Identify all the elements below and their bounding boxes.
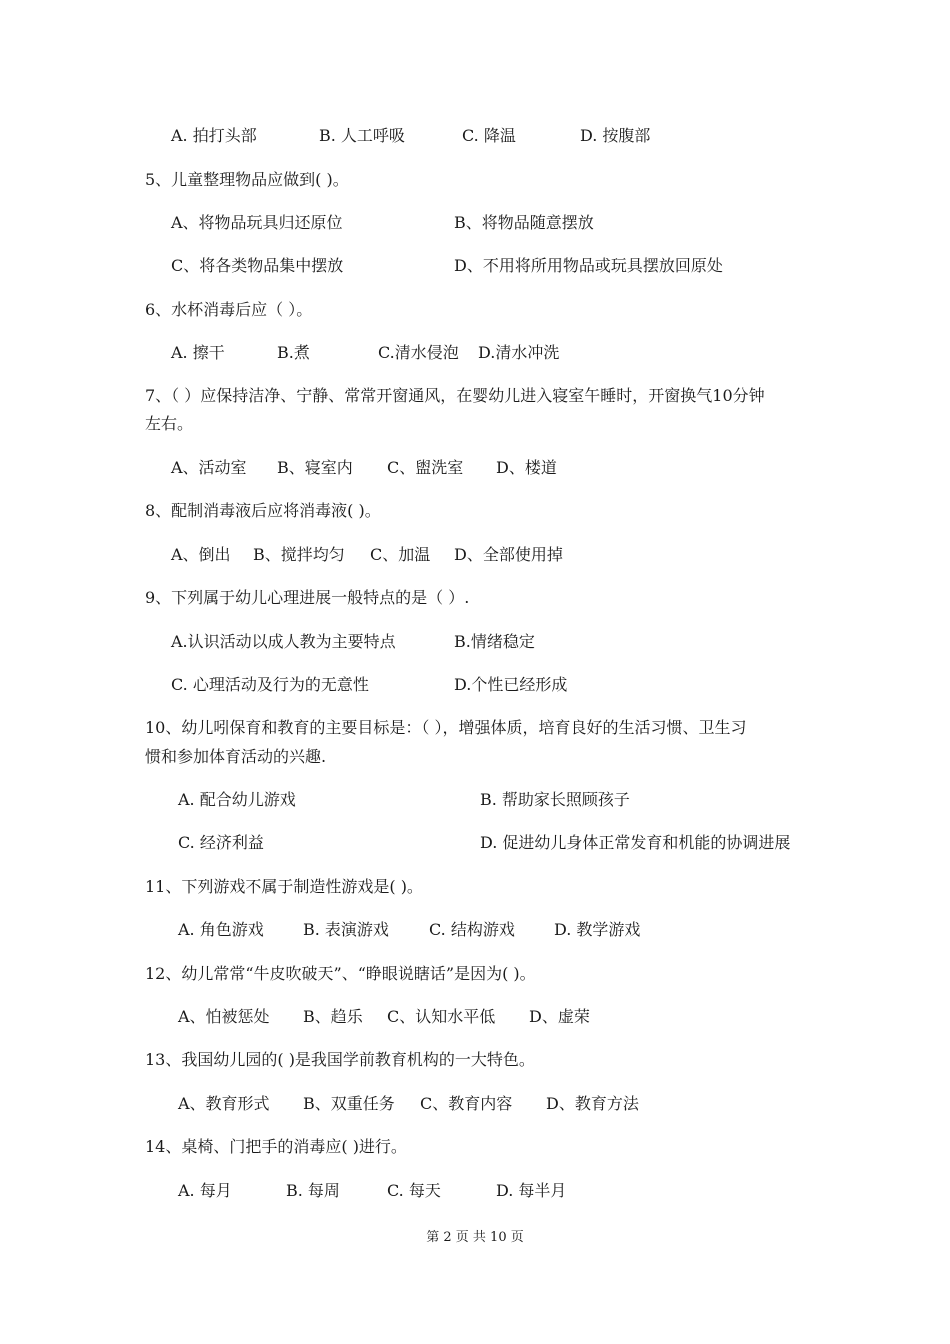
q11-option-d: D. 教学游戏 bbox=[554, 920, 641, 939]
q4-option-b: B. 人工呼吸 bbox=[319, 126, 405, 145]
q9-option-b: B.情绪稳定 bbox=[454, 632, 535, 651]
q5-stem: 5、儿童整理物品应做到( )。 bbox=[145, 170, 349, 189]
q8-option-c: C、加温 bbox=[370, 545, 431, 564]
q9-option-c: C. 心理活动及行为的无意性 bbox=[171, 675, 369, 694]
q6-option-c: C.清水侵泡 bbox=[378, 343, 459, 362]
q10-option-b: B. 帮助家长照顾孩子 bbox=[480, 790, 630, 809]
q14-option-d: D. 每半月 bbox=[496, 1181, 567, 1200]
q13-stem: 13、我国幼儿园的( )是我国学前教育机构的一大特色。 bbox=[145, 1050, 535, 1069]
q11-option-c: C. 结构游戏 bbox=[429, 920, 515, 939]
q6-option-b: B.煮 bbox=[277, 343, 310, 362]
q11-option-b: B. 表演游戏 bbox=[303, 920, 389, 939]
q10-stem-line1: 10、幼儿吲保育和教育的主要目标是：（ ），增强体质，培育良好的生活习惯、卫生习 bbox=[145, 718, 747, 737]
q4-option-a: A. 拍打头部 bbox=[171, 126, 257, 145]
q10-option-c: C. 经济利益 bbox=[178, 833, 264, 852]
q6-option-a: A. 擦干 bbox=[171, 343, 225, 362]
q9-stem: 9、下列属于幼儿心理进展一般特点的是（ ）. bbox=[145, 588, 470, 607]
q9-option-a: A.认识活动以成人教为主要特点 bbox=[171, 632, 396, 651]
q12-option-c: C、认知水平低 bbox=[387, 1007, 496, 1026]
q13-option-d: D、教育方法 bbox=[546, 1094, 639, 1113]
q13-option-b: B、双重任务 bbox=[303, 1094, 395, 1113]
q13-option-c: C、教育内容 bbox=[420, 1094, 513, 1113]
q14-stem: 14、桌椅、门把手的消毒应( )进行。 bbox=[145, 1137, 407, 1156]
q8-stem: 8、配制消毒液后应将消毒液( )。 bbox=[145, 501, 381, 520]
q12-stem: 12、幼儿常常“牛皮吹破天”、“睁眼说瞎话”是因为( )。 bbox=[145, 964, 536, 983]
q8-option-a: A、倒出 bbox=[171, 545, 231, 564]
q8-option-b: B、搅拌均匀 bbox=[253, 545, 345, 564]
q14-option-c: C. 每天 bbox=[387, 1181, 441, 1200]
q5-option-b: B、将物品随意摆放 bbox=[454, 213, 594, 232]
q5-option-d: D、不用将所用物品或玩具摆放回原处 bbox=[454, 256, 723, 275]
q14-option-a: A. 每月 bbox=[178, 1181, 232, 1200]
q11-option-a: A. 角色游戏 bbox=[178, 920, 264, 939]
page-number-footer: 第 2 页 共 10 页 bbox=[426, 1230, 524, 1245]
q4-option-c: C. 降温 bbox=[462, 126, 516, 145]
q14-option-b: B. 每周 bbox=[286, 1181, 340, 1200]
q7-option-d: D、楼道 bbox=[496, 458, 557, 477]
q7-stem-line2: 左右。 bbox=[145, 414, 194, 433]
q5-option-a: A、将物品玩具归还原位 bbox=[171, 213, 343, 232]
q11-stem: 11、下列游戏不属于制造性游戏是( )。 bbox=[145, 877, 423, 896]
q4-option-d: D. 按腹部 bbox=[580, 126, 651, 145]
q9-option-d: D.个性已经形成 bbox=[454, 675, 568, 694]
q7-option-b: B、寝室内 bbox=[277, 458, 353, 477]
q8-option-d: D、全部使用掉 bbox=[454, 545, 563, 564]
q12-option-b: B、趋乐 bbox=[303, 1007, 363, 1026]
q12-option-d: D、虚荣 bbox=[529, 1007, 590, 1026]
q7-stem-line1: 7、（ ）应保持洁净、宁静、常常开窗通风，在婴幼儿进入寝室午睡时，开窗换气10分钟 bbox=[145, 386, 765, 405]
q6-stem: 6、水杯消毒后应（ ）。 bbox=[145, 300, 313, 319]
q7-option-c: C、盥洗室 bbox=[387, 458, 464, 477]
q6-option-d: D.清水冲洗 bbox=[478, 343, 560, 362]
q5-option-c: C、将各类物品集中摆放 bbox=[171, 256, 344, 275]
q10-option-d: D. 促进幼儿身体正常发育和机能的协调进展 bbox=[480, 833, 791, 852]
q12-option-a: A、怕被惩处 bbox=[178, 1007, 270, 1026]
q13-option-a: A、教育形式 bbox=[178, 1094, 270, 1113]
q7-option-a: A、活动室 bbox=[171, 458, 247, 477]
q10-option-a: A. 配合幼儿游戏 bbox=[178, 790, 296, 809]
q10-stem-line2: 惯和参加体育活动的兴趣. bbox=[145, 747, 327, 766]
